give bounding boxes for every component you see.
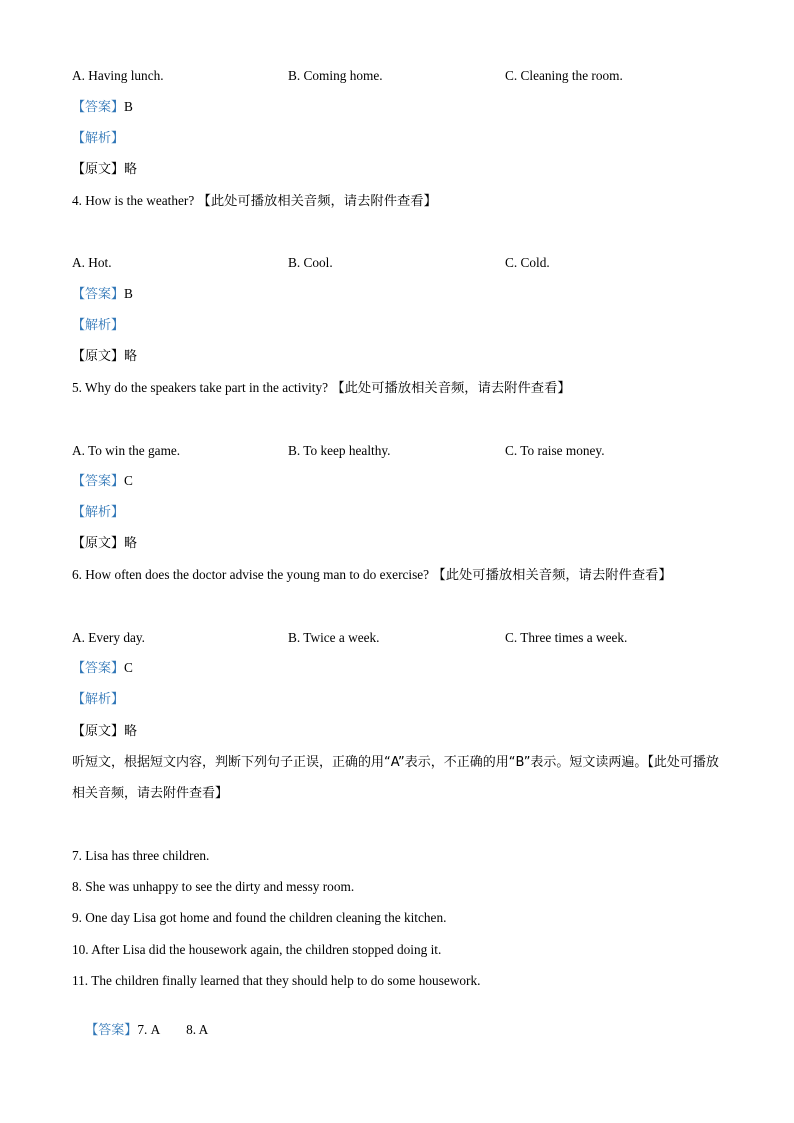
original-tag: 【原文】 — [72, 162, 125, 177]
statement-7: 7. Lisa has three children. — [72, 848, 210, 863]
q3-option-c: C. Cleaning the room. — [505, 68, 623, 83]
answer-tag: 【答案】 — [72, 661, 125, 676]
q4-answer — [72, 285, 133, 304]
answer-value: B — [124, 99, 133, 114]
answer-tag: 【答案】 — [72, 474, 125, 489]
q6-original — [72, 722, 137, 741]
q5-original — [72, 534, 137, 553]
q5-option-a: A. To win the game. — [72, 443, 181, 458]
q5-option-c: C. To raise money. — [505, 443, 605, 458]
q3-option-a: A. Having lunch. — [72, 68, 164, 83]
q3-original — [72, 160, 137, 179]
q4-option-a: A. Hot. — [72, 255, 112, 270]
q6-option-b: B. Twice a week. — [288, 630, 380, 645]
q4-option-b: B. Cool. — [288, 255, 333, 270]
original-tag: 【原文】 — [72, 536, 125, 551]
answer-tag: 【答案】 — [85, 1023, 138, 1038]
statement-10: 10. After Lisa did the housework again, the children stopped doing it. — [72, 942, 442, 957]
original-value: 略 — [124, 536, 138, 551]
q6-answer — [72, 659, 133, 678]
answer-value: C — [124, 473, 133, 488]
q5-answer — [72, 472, 133, 491]
answer-tag: 【答案】 — [72, 100, 125, 115]
q3-option-b: B. Coming home. — [288, 68, 383, 83]
q6-question: 6. How often does the doctor advise the young man to do exercise? 【此处可播放相关音频，请去附件查看】 — [72, 567, 672, 582]
statement-11: 11. The children finally learned that they should help to do some housework. — [72, 973, 481, 988]
analysis-tag: 【解析】 — [72, 692, 125, 707]
original-tag: 【原文】 — [72, 724, 125, 739]
statement-8: 8. She was unhappy to see the dirty and messy room. — [72, 879, 355, 894]
answer-tag: 【答案】 — [72, 287, 125, 302]
q4-analysis — [72, 316, 124, 335]
q6-option-c: C. Three times a week. — [505, 630, 628, 645]
q3-answer — [72, 98, 133, 117]
q5-analysis — [72, 503, 124, 522]
original-value: 略 — [124, 724, 138, 739]
answer-value: B — [124, 286, 133, 301]
original-value: 略 — [124, 349, 138, 364]
statement-9: 9. One day Lisa got home and found the children cleaning the kitchen. — [72, 910, 447, 925]
analysis-tag: 【解析】 — [72, 131, 125, 146]
section-answers — [72, 1003, 208, 1058]
analysis-tag: 【解析】 — [72, 505, 125, 520]
q5-option-b: B. To keep healthy. — [288, 443, 391, 458]
section-instruction: 听短文，根据短文内容，判断下列句子正误，正确的用“A”表示，不正确的用“B”表示。短文读两遍。【此处可播放相关音频，请去附件查看】 — [72, 755, 719, 801]
q4-original — [72, 347, 137, 366]
q4-option-c: C. Cold. — [505, 255, 550, 270]
q4-question: 4. How is the weather? 【此处可播放相关音频，请去附件查看】 — [72, 193, 437, 208]
q5-question: 5. Why do the speakers take part in the activity? 【此处可播放相关音频，请去附件查看】 — [72, 380, 571, 395]
original-tag: 【原文】 — [72, 349, 125, 364]
q3-analysis — [72, 129, 124, 148]
q6-analysis — [72, 690, 124, 709]
q6-option-a: A. Every day. — [72, 630, 145, 645]
answer-value: C — [124, 660, 133, 675]
original-value: 略 — [124, 162, 138, 177]
analysis-tag: 【解析】 — [72, 318, 125, 333]
answer-value: 7. A 8. A — [137, 1022, 209, 1037]
